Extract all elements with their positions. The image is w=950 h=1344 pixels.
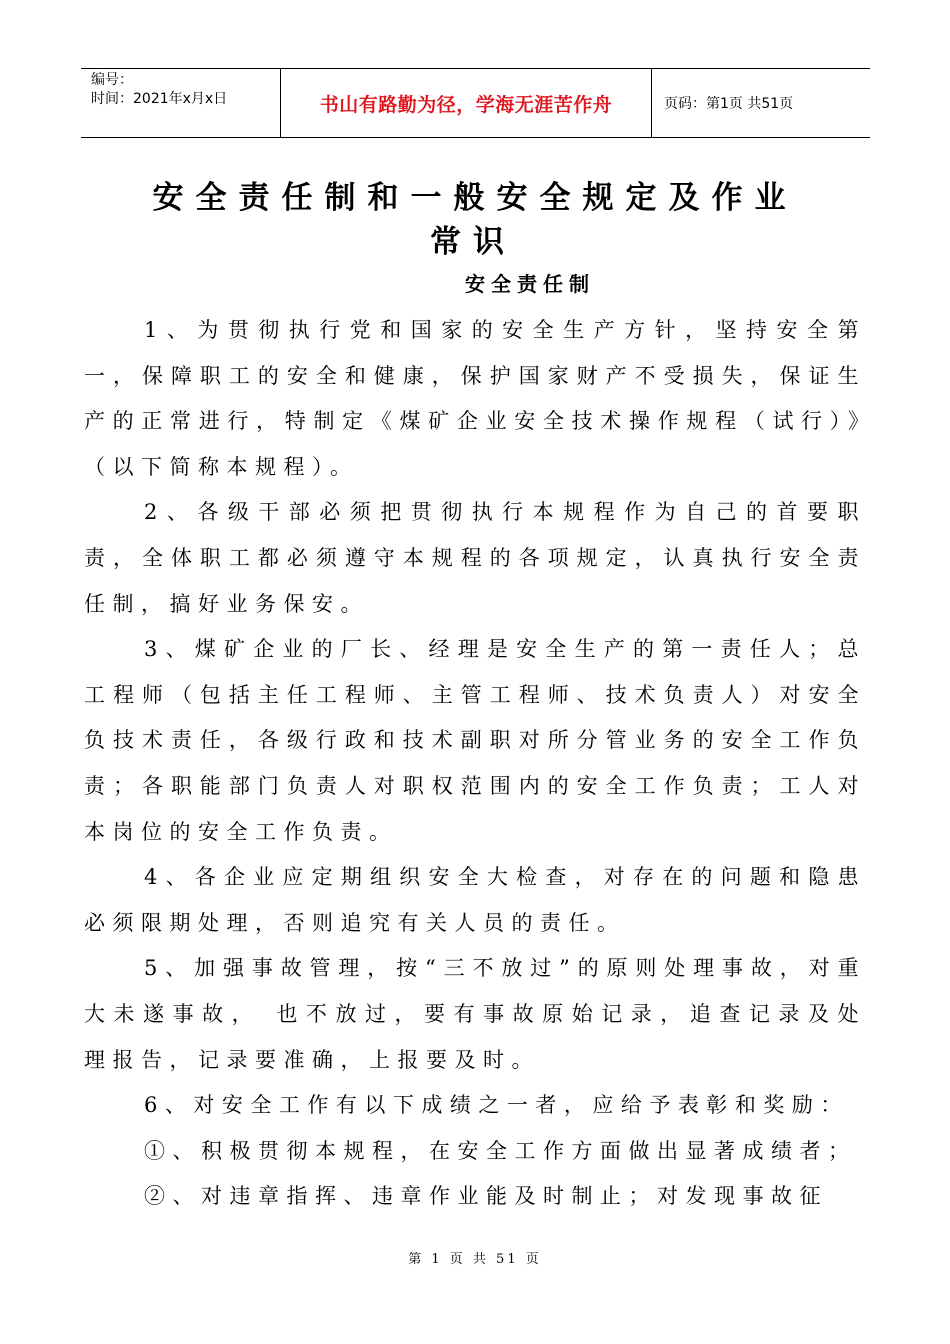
section-heading: 安全责任制 xyxy=(465,272,595,296)
number-label: 编号： xyxy=(91,72,133,88)
paragraph-1: 1、为贯彻执行党和国家的安全生产方针，坚持安全第一，保障职工的安全和健康，保护国家财产不受损失，保证生产的正常进行，特制定《煤矿企业安全技术操作规程（试行）》（以下简称本规程）。 xyxy=(84,318,866,479)
paragraph-4: 4、各企业应定期组织安全大检查，对存在的问题和隐患必须限期处理，否则追究有关人员的责任。 xyxy=(84,865,866,935)
paragraph-6: 6、对安全工作有以下成绩之一者，应给予表彰和奖励： xyxy=(144,1093,849,1118)
paragraph-2: 2、各级干部必须把贯彻执行本规程作为自己的首要职责，全体职工都必须遵守本规程的各项规定，认真执行安全责任制，搞好业务保安。 xyxy=(84,500,866,616)
document-title-line-2: 常识 xyxy=(430,224,516,260)
document-body xyxy=(84,308,866,1220)
document-title-line-1: 安全责任制和一般安全规定及作业 xyxy=(152,180,798,216)
header-page-info: 页码：第1页 共51页 xyxy=(664,96,794,112)
page-footer: 第 1 页 共 51 页 xyxy=(408,1252,542,1267)
page-header xyxy=(81,68,870,138)
date-label: 时间：2021年x月x日 xyxy=(91,91,228,107)
list-item-2: ②、对违章指挥、违章作业能及时制止；对发现事故征 xyxy=(144,1184,828,1209)
header-motto: 书山有路勤为径，学海无涯苦作舟 xyxy=(281,69,652,137)
list-item-1: ①、积极贯彻本规程，在安全工作方面做出显著成绩者； xyxy=(144,1138,857,1163)
paragraph-5: 5、加强事故管理，按“三不放过”的原则处理事故，对重大未遂事故， 也不放过，要有事故原始记录，追查记录及处理报告，记录要准确，上报要及时。 xyxy=(84,956,866,1072)
paragraph-3: 3、煤矿企业的厂长、经理是安全生产的第一责任人；总工程师（包括主任工程师、主管工程师、技术负责人）对安全负技术责任，各级行政和技术副职对所分管业务的安全工作负责；各职能部门负责人对职权范围内的安全工作负责；工人对本岗位的安全工作负责。 xyxy=(84,637,866,844)
header-meta xyxy=(81,69,281,137)
